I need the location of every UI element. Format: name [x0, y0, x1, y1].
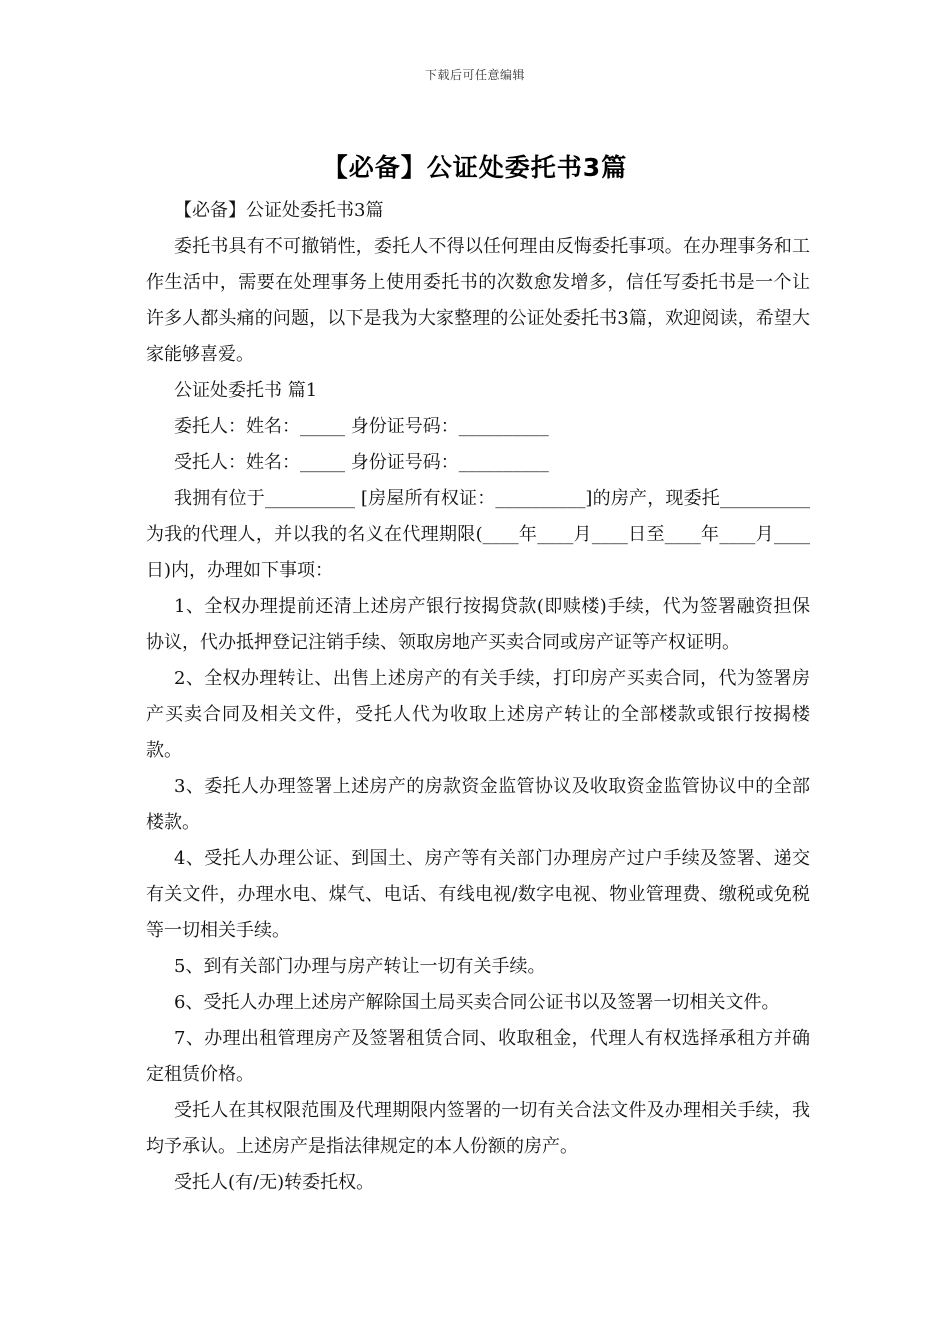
paragraph-item-5: 5、到有关部门办理与房产转让一切有关手续。: [174, 956, 546, 977]
section-heading: 公证处委托书 篇1: [174, 380, 318, 401]
paragraph-subtitle: 【必备】公证处委托书3篇: [174, 200, 384, 221]
paragraph-intro: 委托书具有不可撤销性，委托人不得以任何理由反悔委托事项。在办理事务和工作生活中，需要在处理事务上使用委托书的次数愈发增多，信任写委托书是一个让许多人都头痛的问题，以下是我为大家整理的公证处委托书3篇，欢迎阅读，希望大家能够喜爱。: [146, 236, 810, 365]
paragraph-item-6: 6、受托人办理上述房产解除国土局买卖合同公证书以及签署一切相关文件。: [174, 992, 780, 1013]
paragraph-item-4: 4、受托人办理公证、到国土、房产等有关部门办理房产过户手续及签署、递交有关文件，办理水电、煤气、电话、有线电视/数字电视、物业管理费、缴税或免税等一切相关手续。: [146, 848, 810, 941]
paragraph-item-1: 1、全权办理提前还清上述房产银行按揭贷款(即赎楼)手续，代为签署融资担保协议，代办抵押登记注销手续、领取房地产买卖合同或房产证等产权证明。: [146, 596, 810, 653]
paragraph-item-7: 7、办理出租管理房产及签署租赁合同、收取租金，代理人有权选择承租方并确定租赁价格。: [146, 1028, 810, 1085]
paragraph-property: 我拥有位于__________ [房屋所有权证：__________]的房产，现委托__________为我的代理人，并以我的名义在代理期限(____年____月____日至____年____月____日)内，办理如下事项：: [146, 488, 810, 581]
paragraph-subdelegation: 受托人(有/无)转委托权。: [174, 1172, 375, 1193]
paragraph-item-2: 2、全权办理转让、出售上述房产的有关手续，打印房产买卖合同，代为签署房产买卖合同及相关文件，受托人代为收取上述房产转让的全部楼款或银行按揭楼款。: [146, 668, 810, 761]
paragraph-principal: 委托人：姓名：_____ 身份证号码：__________: [174, 416, 549, 437]
paragraph-item-3: 3、委托人办理签署上述房产的房款资金监管协议及收取资金监管协议中的全部楼款。: [146, 776, 810, 833]
paragraph-agent: 受托人：姓名：_____ 身份证号码：__________: [174, 452, 549, 473]
header-note: 下载后可任意编辑: [424, 68, 525, 82]
paragraph-acknowledgement: 受托人在其权限范围及代理期限内签署的一切有关合法文件及办理相关手续，我均予承认。上述房产是指法律规定的本人份额的房产。: [146, 1100, 810, 1157]
document-title: 【必备】公证处委托书3篇: [322, 153, 628, 182]
document-body: [146, 193, 810, 1201]
